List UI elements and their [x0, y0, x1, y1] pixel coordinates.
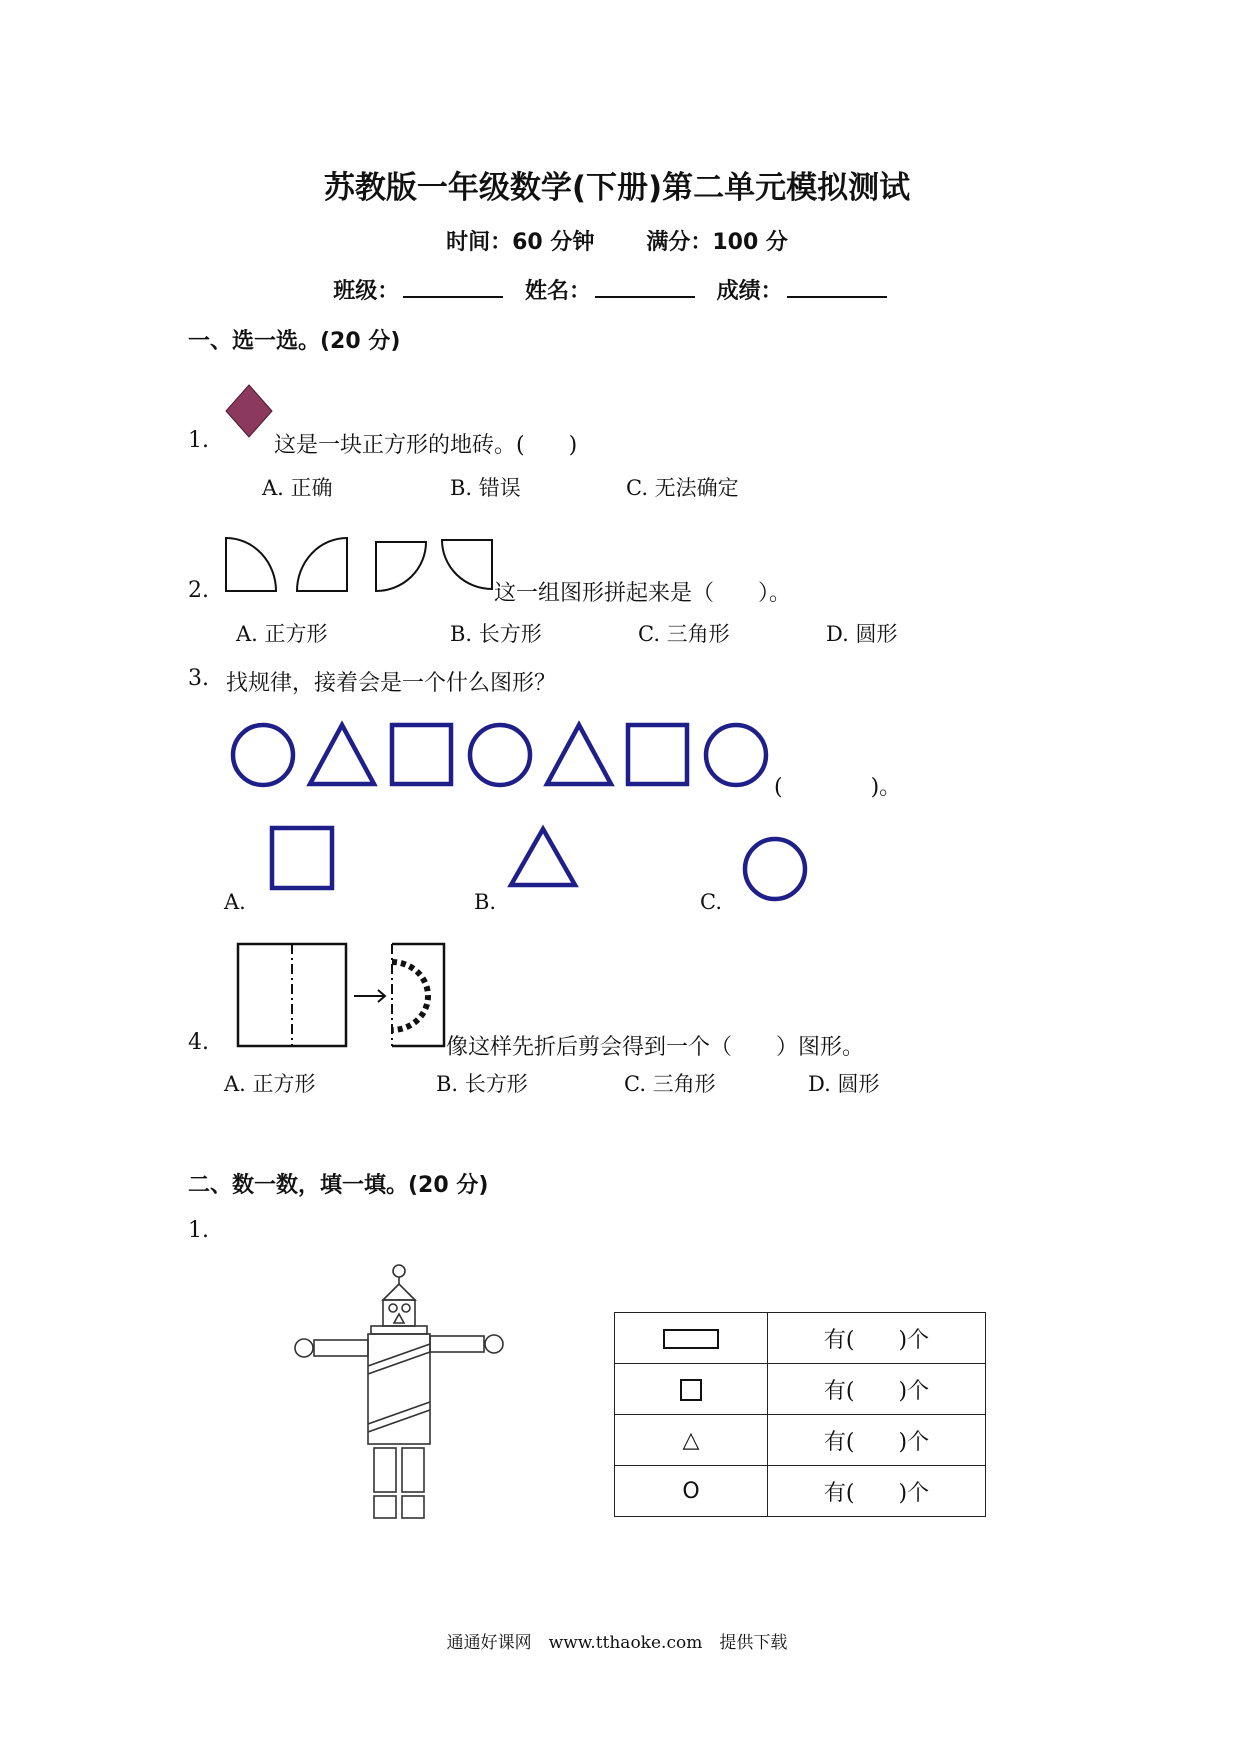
rectangle-cell: [615, 1313, 768, 1364]
q3-answer-blank[interactable]: ( )。: [774, 775, 902, 800]
circle-symbol: O: [615, 1466, 768, 1517]
time-limit: 时间：60 分钟: [446, 230, 595, 255]
table-row: [615, 1313, 986, 1364]
s2-q1-number: 1.: [188, 1218, 209, 1243]
page-title: 苏教版一年级数学(下册)第二单元模拟测试: [323, 170, 911, 206]
q1-option-a[interactable]: A. 正确: [262, 476, 333, 500]
name-label: 姓名：: [524, 279, 591, 304]
shape-pattern-sequence: [230, 722, 770, 788]
grade-blank[interactable]: [787, 276, 887, 298]
diamond-tile-icon: [224, 383, 274, 439]
class-blank[interactable]: [403, 276, 503, 298]
q2-text: 这一组图形拼起来是（ ）。: [494, 581, 792, 606]
q2-number: 2.: [188, 578, 209, 603]
name-blank[interactable]: [595, 276, 695, 298]
shape-count-table: [614, 1312, 986, 1517]
triangle-symbol: △: [615, 1415, 768, 1466]
exam-meta: [0, 225, 1234, 256]
fold-and-cut-diagram: [236, 940, 446, 1052]
q3-option-c[interactable]: C.: [700, 890, 722, 914]
q1-number: 1.: [188, 428, 209, 453]
q1-option-b[interactable]: B. 错误: [450, 476, 521, 500]
q4-option-a[interactable]: A. 正方形: [224, 1072, 316, 1096]
q4-text: 像这样先折后剪会得到一个（ ）图形。: [446, 1035, 865, 1060]
shape-robot-illustration: [290, 1262, 520, 1502]
q1-text: 这是一块正方形的地砖。( ): [274, 433, 578, 458]
q4-option-d[interactable]: D. 圆形: [808, 1072, 880, 1096]
q4-option-b[interactable]: B. 长方形: [436, 1072, 528, 1096]
triangle-icon: [508, 826, 578, 888]
full-score: 满分：100 分: [646, 230, 788, 255]
student-info: [0, 274, 1234, 305]
circle-icon: [742, 836, 808, 902]
q3-number: 3.: [188, 666, 209, 691]
footer-credit: 通通好课网 www.tthaoke.com 提供下载: [446, 1633, 788, 1653]
class-label: 班级：: [333, 279, 400, 304]
square-icon: [270, 826, 334, 890]
square-count-blank[interactable]: 有( )个: [768, 1364, 986, 1415]
q3-option-b[interactable]: B.: [474, 890, 497, 914]
q3-option-a[interactable]: A.: [224, 890, 246, 914]
q1-option-c[interactable]: C. 无法确定: [626, 476, 739, 500]
q2-option-c[interactable]: C. 三角形: [638, 622, 730, 646]
small-square-icon: [680, 1379, 702, 1401]
q4-number: 4.: [188, 1030, 209, 1055]
q2-option-b[interactable]: B. 长方形: [450, 622, 542, 646]
table-row: [615, 1415, 986, 1466]
rectangle-count-blank[interactable]: 有( )个: [768, 1313, 986, 1364]
q4-option-c[interactable]: C. 三角形: [624, 1072, 716, 1096]
q2-option-a[interactable]: A. 正方形: [236, 622, 328, 646]
rectangle-icon: [663, 1329, 719, 1349]
q2-option-d[interactable]: D. 圆形: [826, 622, 898, 646]
quarter-circle-pieces-icon: [224, 536, 494, 596]
section-2-heading: 二、数一数，填一填。(20 分): [188, 1173, 489, 1198]
grade-label: 成绩：: [716, 279, 783, 304]
table-row: [615, 1364, 986, 1415]
triangle-count-blank[interactable]: 有( )个: [768, 1415, 986, 1466]
circle-count-blank[interactable]: 有( )个: [768, 1466, 986, 1517]
table-row: [615, 1466, 986, 1517]
q3-text: 找规律，接着会是一个什么图形？: [226, 671, 557, 696]
section-1-heading: 一、选一选。(20 分): [188, 329, 401, 354]
square-cell: [615, 1364, 768, 1415]
